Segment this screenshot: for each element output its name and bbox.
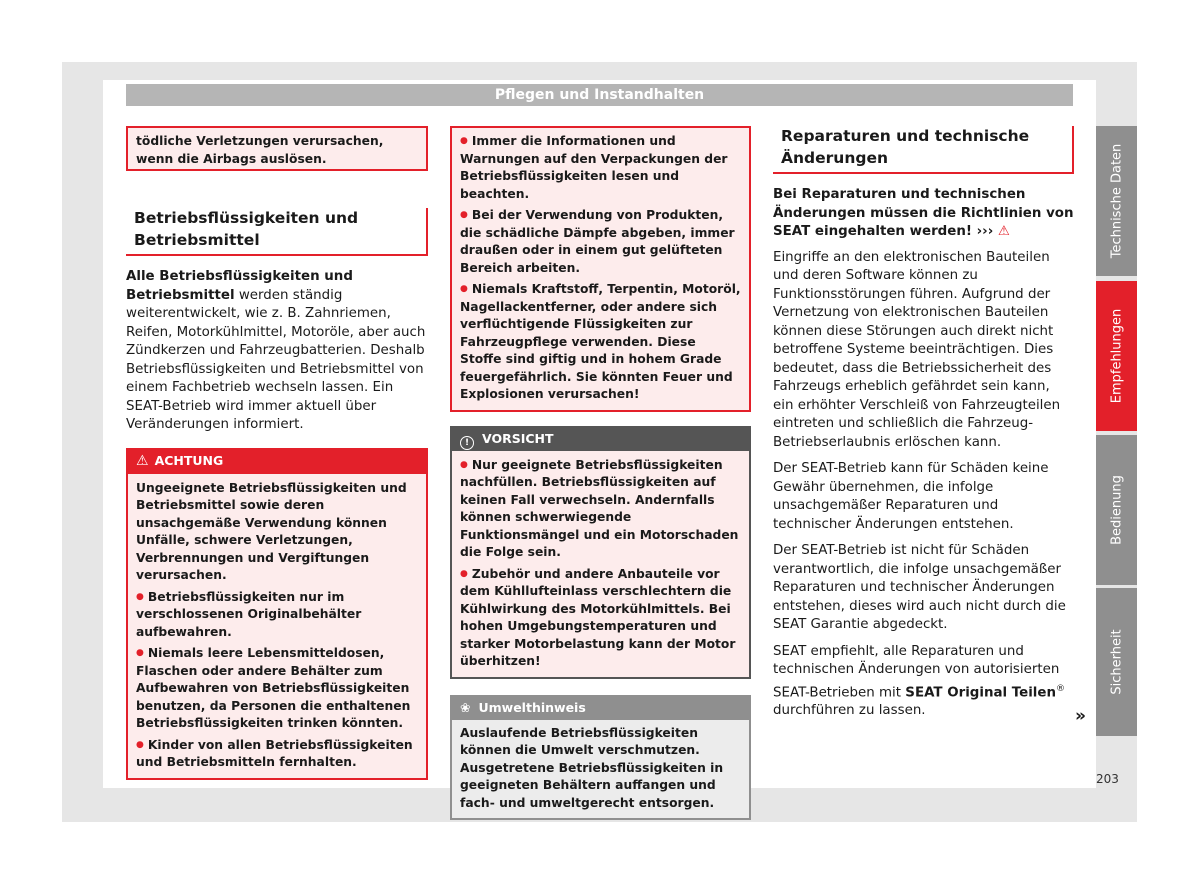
intro-bold: Alle Betriebsflüssigkeiten und Betriebsmittel	[126, 269, 353, 303]
warning-continuation-box	[450, 126, 751, 412]
caution-body	[450, 451, 751, 679]
warning-bullet: ● Immer die Informationen und Warnungen auf den Verpackungen der Betriebsflüssigkeiten lesen und beachten.	[460, 133, 741, 203]
column-3	[773, 126, 1074, 721]
tab-bedienung[interactable]: Bedienung	[1096, 435, 1137, 585]
page-number: 203	[1096, 772, 1119, 786]
section-heading-betriebsfluessigkeiten: Betriebsflüssigkeiten und Betriebsmittel	[126, 208, 428, 256]
intro-text: werden ständig weiterentwickelt, wie z. B. Zahnriemen, Reifen, Motorkühlmittel, Motoröle, aber auch Zündkerzen und Fahrzeugbatterien. Deshalb Betriebsflüssigkeiten und Betriebsmittel von einem Fachbetrieb wechseln lassen. Ein SEAT-Betrieb wird immer aktuell über Veränderungen informiert.	[126, 287, 426, 432]
caution-title-bar: ! VORSICHT	[450, 426, 751, 451]
chapter-header: Pflegen und Instandhalten	[126, 84, 1073, 106]
info-circle-icon: !	[460, 436, 474, 450]
caution-bullet: ● Nur geeignete Betriebsflüssigkeiten nachfüllen. Betriebsflüssigkeiten auf keinen Fall verwechseln. Andernfalls können schwerwiegende Funktionsmängel und ein Motorschaden die Folge sein.	[460, 457, 741, 562]
tab-sicherheit[interactable]: Sicherheit	[1096, 588, 1137, 736]
column-2	[450, 126, 751, 820]
warning-intro: Ungeeignete Betriebsflüssigkeiten und Betriebsmittel sowie deren unsachgemäße Verwendung können Unfälle, schwere Verletzungen, Verbrennungen und Vergiftungen verursachen.	[136, 480, 407, 582]
warning-box	[126, 448, 428, 780]
tab-empfehlungen[interactable]: Empfehlungen	[1096, 281, 1137, 431]
cross-reference-link[interactable]: ›››	[976, 224, 994, 239]
paragraph: Der SEAT-Betrieb kann für Schäden keine Gewähr übernehmen, die infolge unsachgemäßer Reparaturen und technischer Änderungen entstehen.	[773, 461, 1049, 532]
paragraph: Eingriffe an den elektronischen Bauteilen und deren Software können zu Funktionsstörungen führen. Aufgrund der Vernetzung von elektronischen Bauteilen können diese Störungen auch direkt nicht betroffene Systeme beeinträchtigen. Dies bedeutet, dass die Betriebssicherheit des Fahrzeugs erheblich gefährdet sein kann, ein erhöhter Verschleiß von Fahrzeugteilen eintreten und schließlich die Fahrzeug-Betriebserlaubnis erlöschen kann.	[773, 249, 1061, 450]
environment-note-text: Auslaufende Betriebsflüssigkeiten können die Umwelt verschmutzen. Ausgetretene Betriebsflüssigkeiten in geeigneten Behältern auffangen und fach- und umweltgerecht entsorgen.	[450, 720, 751, 821]
environment-title-bar: ❀ Umwelthinweis	[450, 695, 751, 720]
continued-warning-text: tödliche Verletzungen verursachen, wenn die Airbags auslösen.	[136, 134, 384, 166]
section-intro	[126, 268, 428, 435]
warning-triangle-icon: ⚠	[997, 224, 1010, 239]
warning-bullet: ● Niemals Kraftstoff, Terpentin, Motoröl, Nagellackentferner, oder andere sich verflüchtigende Flüssigkeiten zur Fahrzeugpflege verwenden. Diese Stoffe sind giftig und in hohem Grade feuergefährlich. Sie könnten Feuer und Explosionen verursachen!	[460, 281, 741, 404]
caution-bullet: ● Zubehör und andere Anbauteile vor dem Kühllufteinlass verschlechtern die Kühlwirkung des Motorkühlmittels. Bei hohen Umgebungstemperaturen und starker Motorbelastung kann der Motor überhitzen!	[460, 566, 741, 671]
caution-box	[450, 426, 751, 679]
flower-icon: ❀	[460, 699, 471, 715]
continued-arrow: »	[1075, 706, 1086, 726]
section-heading-reparaturen: Reparaturen und technische Änderungen	[773, 126, 1074, 174]
tab-technische-daten[interactable]: Technische Daten	[1096, 126, 1137, 276]
paragraph: SEAT empfiehlt, alle Reparaturen und technischen Änderungen von autorisierten SEAT-Betrieben mit SEAT Original Teilen® durchführen zu lassen.	[773, 643, 1066, 719]
environment-note-box	[450, 695, 751, 821]
warning-bullet: ● Betriebsflüssigkeiten nur im verschlossenen Originalbehälter aufbewahren.	[136, 589, 418, 642]
column-1	[126, 126, 428, 780]
warning-bullet: ● Kinder von allen Betriebsflüssigkeiten und Betriebsmitteln fernhalten.	[136, 737, 418, 772]
paragraph: Der SEAT-Betrieb ist nicht für Schäden verantwortlich, die infolge unsachgemäßer Reparaturen und technischer Änderungen entstehen, dieses wird auch nicht durch die SEAT Garantie abgedeckt.	[773, 543, 1066, 632]
warning-bullet: ● Bei der Verwendung von Produkten, die schädliche Dämpfe abgeben, immer draußen oder in einem gut gelüfteten Bereich arbeiten.	[460, 207, 741, 277]
warning-triangle-icon: ⚠	[136, 452, 149, 469]
warning-title-bar: ⚠ ACHTUNG	[126, 448, 428, 474]
section-lead: Bei Reparaturen und technischen Änderungen müssen die Richtlinien von SEAT eingehalten werden! ››› ⚠	[773, 187, 1074, 239]
continued-warning-box	[126, 126, 428, 171]
warning-bullet: ● Niemals leere Lebensmitteldosen, Flaschen oder andere Behälter zum Aufbewahren von Betriebsflüssigkeiten benutzen, da Personen die enthaltenen Betriebsflüssigkeiten trinken könnten.	[136, 645, 418, 733]
warning-body	[126, 474, 428, 780]
